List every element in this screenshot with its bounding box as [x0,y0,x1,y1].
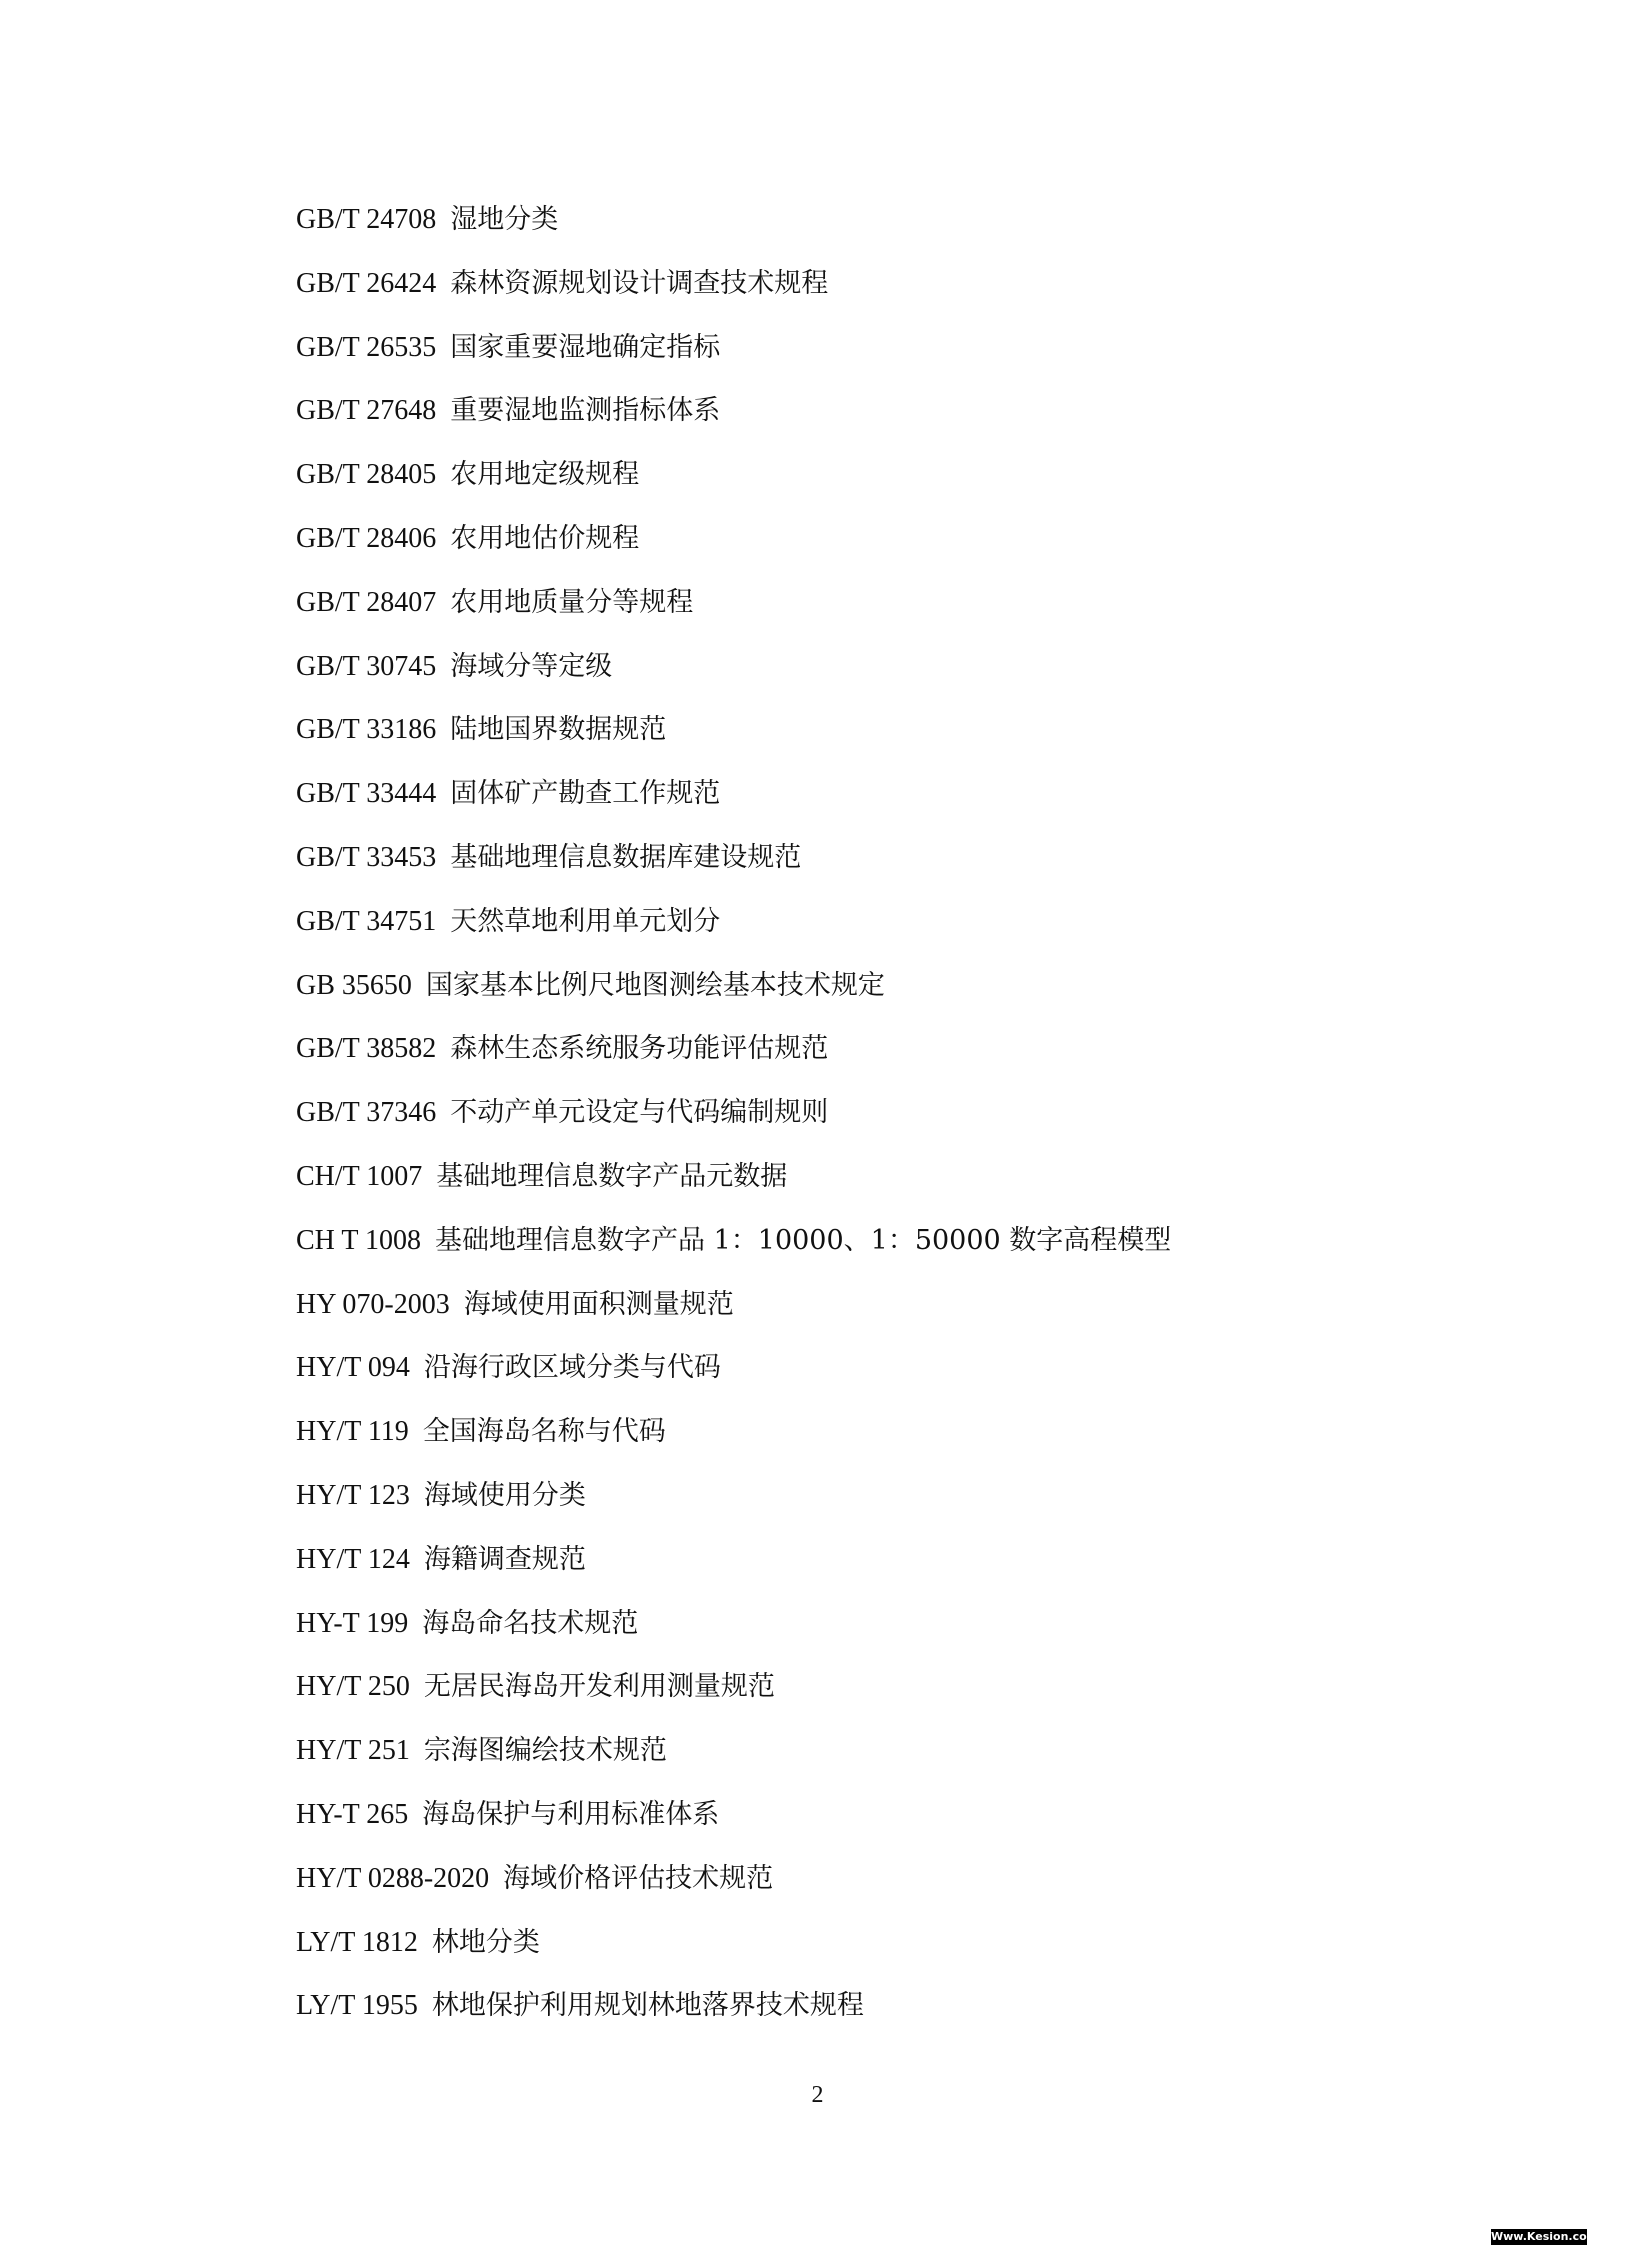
standard-title: 农用地定级规程 [450,459,640,491]
standard-title: 固体矿产勘查工作规范 [450,778,721,810]
standard-code: HY/T 251 [296,1735,410,1767]
standard-title: 天然草地利用单元划分 [450,905,721,937]
standard-title: 基础地理信息数字产品 1：10000、1：50000 数字高程模型 [435,1224,1172,1256]
standard-code: GB/T 26535 [296,331,437,363]
reference-item [296,455,1171,519]
standard-code: GB/T 28406 [296,522,437,554]
standard-code: GB/T 28405 [296,459,437,491]
reference-item [296,1986,1171,2050]
reference-item [296,838,1171,902]
standard-code: HY/T 123 [296,1479,410,1511]
reference-item [296,519,1171,583]
standard-title: 农用地质量分等规程 [450,586,694,618]
standard-title: 湿地分类 [450,204,559,235]
normative-references-list [296,200,1171,2050]
standard-title: 不动产单元设定与代码编制规则 [450,1097,829,1129]
standard-title: 陆地国界数据规范 [450,714,667,746]
standard-title: 海岛命名技术规范 [422,1607,639,1639]
standard-title: 无居民海岛开发利用测量规范 [423,1671,775,1703]
standard-code: GB/T 33186 [296,714,437,746]
reference-item [296,1412,1171,1476]
standard-code: HY/T 094 [296,1352,410,1384]
reference-item [296,583,1171,647]
reference-item [296,1157,1171,1221]
standard-title: 海籍调查规范 [423,1543,586,1575]
standard-code: HY-T 265 [296,1798,409,1830]
reference-item [296,710,1171,774]
standard-code: GB/T 33444 [296,778,437,810]
standard-title: 林地保护利用规划林地落界技术规程 [431,1990,864,2022]
standard-code: HY/T 0288-2020 [296,1862,490,1894]
standard-code: GB/T 33453 [296,841,437,873]
watermark: Www.Kesion.com [1491,2230,1599,2243]
standard-code: HY/T 124 [296,1543,410,1575]
standard-code: LY/T 1955 [296,1990,418,2022]
standard-code: GB/T 26424 [296,267,437,299]
standard-title: 全国海岛名称与代码 [422,1416,666,1448]
reference-item [296,1029,1171,1093]
reference-item [296,1923,1171,1987]
standard-title: 国家基本比例尺地图测绘基本技术规定 [425,969,885,1001]
standard-code: GB/T 38582 [296,1033,437,1065]
standard-title: 农用地估价规程 [450,522,640,554]
reference-item [296,264,1171,328]
standard-code: CH/T 1007 [296,1160,423,1192]
standard-title: 海岛保护与利用标准体系 [422,1798,720,1830]
standard-code: HY/T 119 [296,1416,409,1448]
standard-title: 海域分等定级 [450,650,613,682]
standard-title: 国家重要湿地确定指标 [450,331,721,363]
standard-code: GB 35650 [296,969,412,1001]
reference-item [296,1859,1171,1923]
standard-code: HY-T 199 [296,1607,409,1639]
standard-title: 森林资源规划设计调查技术规程 [450,267,829,299]
standard-title: 基础地理信息数字产品元数据 [436,1160,788,1192]
standard-title: 宗海图编绘技术规范 [423,1735,667,1767]
reference-item [296,200,1171,264]
standard-code: GB/T 27648 [296,395,437,427]
standard-code: GB/T 28407 [296,586,437,618]
reference-item [296,1476,1171,1540]
standard-title: 海域使用分类 [423,1479,586,1511]
standard-title: 重要湿地监测指标体系 [450,395,721,427]
reference-item [296,1348,1171,1412]
reference-item [296,328,1171,392]
reference-item [296,1093,1171,1157]
standard-title: 林地分类 [431,1926,540,1958]
standard-title: 海域价格评估技术规范 [503,1862,774,1894]
reference-item [296,1731,1171,1795]
standard-code: HY 070-2003 [296,1288,450,1320]
standard-title: 海域使用面积测量规范 [463,1288,734,1320]
standard-title: 基础地理信息数据库建设规范 [450,841,802,873]
reference-item [296,1540,1171,1604]
standard-code: HY/T 250 [296,1671,410,1703]
standard-code: GB/T 30745 [296,650,437,682]
standard-code: GB/T 24708 [296,204,437,235]
reference-item [296,1285,1171,1349]
standard-code: CH T 1008 [296,1224,421,1256]
reference-item [296,1221,1171,1285]
reference-item [296,1604,1171,1668]
reference-item [296,391,1171,455]
standard-code: GB/T 34751 [296,905,437,937]
reference-item [296,1795,1171,1859]
reference-item [296,902,1171,966]
reference-item [296,647,1171,711]
standard-code: LY/T 1812 [296,1926,418,1958]
reference-item [296,966,1171,1030]
standard-title: 沿海行政区域分类与代码 [423,1352,721,1384]
reference-item [296,774,1171,838]
reference-item [296,1667,1171,1731]
page-number: 2 [811,2082,824,2108]
standard-title: 森林生态系统服务功能评估规范 [450,1033,829,1065]
standard-code: GB/T 37346 [296,1097,437,1129]
